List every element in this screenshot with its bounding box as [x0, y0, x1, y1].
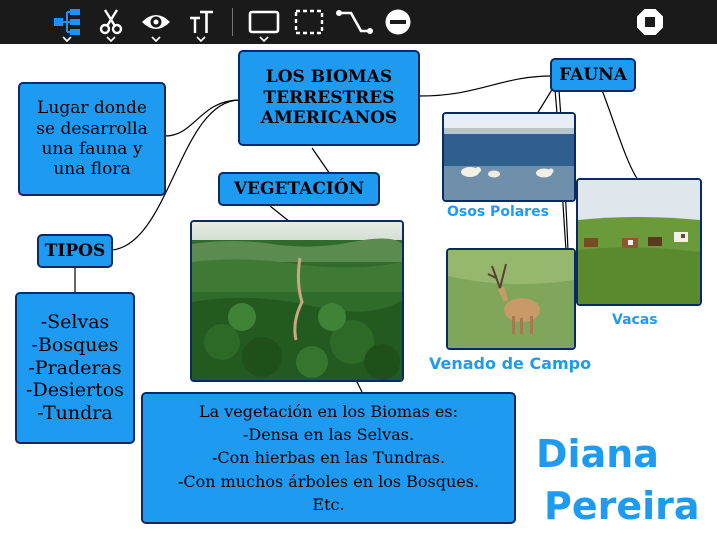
deer-image[interactable] — [446, 248, 576, 350]
tipos-list-text: -Selvas -Bosques -Praderas -Desiertos -Tundra — [26, 311, 124, 425]
forest-picture — [192, 222, 402, 380]
chevron-down-icon — [151, 36, 161, 42]
chevron-down-icon — [62, 36, 72, 42]
venado-caption: Venado de Campo — [429, 354, 592, 373]
author-last-name: Pereira — [544, 484, 700, 528]
scissors-icon — [97, 8, 125, 36]
connector-icon — [335, 8, 373, 36]
author-first-name: Diana — [536, 432, 659, 476]
mind-map-canvas — [0, 44, 717, 540]
osos-caption: Osos Polares — [447, 204, 549, 220]
tree-layout-button[interactable] — [50, 4, 84, 40]
eye-icon — [140, 11, 172, 33]
definition-text: Lugar donde se desarrolla una fauna y una flora — [36, 98, 148, 180]
chevron-down-icon — [196, 36, 206, 42]
cows-image[interactable] — [576, 178, 702, 306]
shape-button[interactable] — [246, 4, 282, 40]
vegetacion-text-node[interactable] — [141, 392, 516, 524]
minus-circle-icon — [384, 8, 412, 36]
stop-icon — [636, 8, 664, 36]
vegetacion-description: La vegetación en los Biomas es: -Densa en las Selvas. -Con hierbas en las Tundras. -Con muchos árboles en los Bosques. Etc. — [177, 402, 480, 514]
central-topic-label: LOS BIOMAS TERRESTRES AMERICANOS — [260, 67, 398, 129]
fauna-node[interactable] — [550, 58, 636, 92]
definition-node[interactable] — [18, 82, 166, 196]
selection-button[interactable] — [292, 4, 326, 40]
link-central-vegetacion — [312, 148, 330, 174]
fauna-label: FAUNA — [559, 64, 627, 85]
dashed-rectangle-icon — [294, 9, 324, 35]
link-central-definition — [165, 100, 240, 136]
chevron-down-icon — [259, 36, 269, 42]
link-fauna-vacas — [602, 90, 638, 180]
tipos-label: TIPOS — [44, 240, 106, 261]
text-size-button[interactable] — [184, 4, 218, 40]
cut-button[interactable] — [94, 4, 128, 40]
delete-button[interactable] — [382, 4, 414, 40]
text-size-icon — [187, 9, 215, 35]
link-fauna-osos — [537, 88, 553, 114]
forest-image[interactable] — [190, 220, 404, 382]
toolbar — [0, 0, 717, 44]
chevron-down-icon — [106, 36, 116, 42]
connector-button[interactable] — [334, 4, 374, 40]
tipos-list-node[interactable] — [15, 292, 135, 444]
central-topic-node[interactable] — [238, 50, 420, 146]
tree-layout-icon — [52, 7, 82, 37]
deer-picture — [448, 250, 574, 348]
polar-bears-image[interactable] — [442, 112, 576, 202]
vegetacion-node[interactable] — [218, 172, 380, 206]
vegetacion-label: VEGETACIÓN — [233, 178, 365, 199]
rectangle-icon — [248, 10, 280, 34]
polar-bears-picture — [444, 114, 574, 200]
view-button[interactable] — [138, 4, 174, 40]
vacas-caption: Vacas — [612, 312, 658, 328]
cows-picture — [578, 180, 700, 304]
tipos-node[interactable] — [37, 234, 113, 268]
toolbar-divider — [232, 8, 233, 36]
link-central-fauna — [420, 76, 552, 96]
stop-button[interactable] — [634, 4, 666, 40]
